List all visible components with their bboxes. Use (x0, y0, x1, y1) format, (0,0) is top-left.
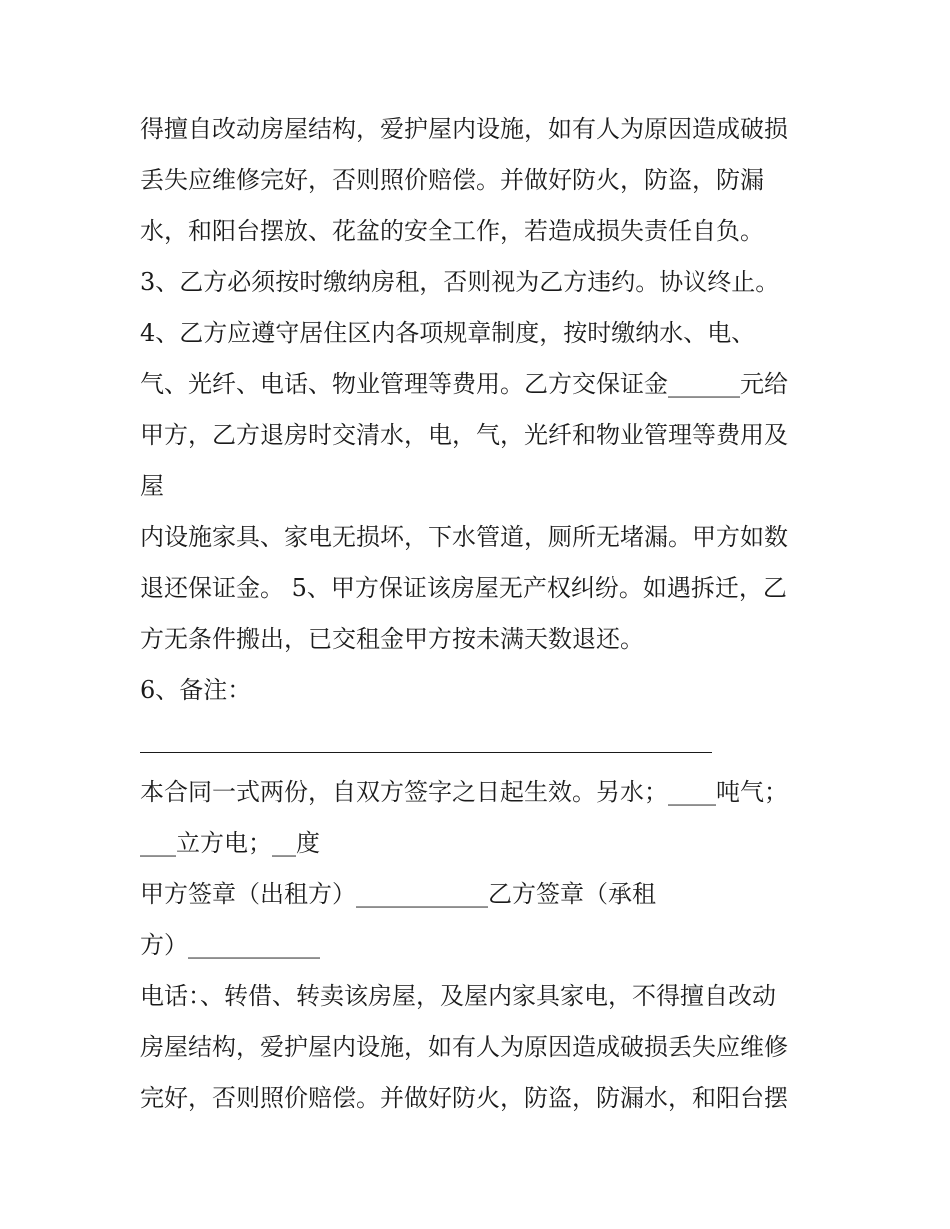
text-line: 房屋结构，爱护屋内设施，如有人为原因造成破损丢失应维修 (140, 1033, 788, 1061)
meter-readings: ___立方电；__度 (140, 829, 320, 857)
text-line: 完好，否则照价赔偿。并做好防火，防盗，防漏水，和阳台摆 (140, 1084, 788, 1112)
clause-6-remarks: 6、备注： (140, 676, 252, 704)
phone-line: 电话：、转借、转卖该房屋，及屋内家具家电，不得擅自改动 (140, 982, 776, 1010)
document-body (140, 104, 820, 1124)
effective-clause: 本合同一式两份，自双方签字之日起生效。另水；____吨气； (140, 778, 788, 806)
clause-3: 3、乙方必须按时缴纳房租，否则视为乙方违约。协议终止。 (140, 268, 780, 296)
text-line: 得擅自改动房屋结构，爱护屋内设施，如有人为原因造成破损 (140, 115, 788, 143)
text-line: 气、光纤、电话、物业管理等费用。乙方交保证金______元给 (140, 370, 788, 398)
text-line: 水，和阳台摆放、花盆的安全工作，若造成损失责任自负。 (140, 217, 764, 245)
text-line: 屋 (140, 472, 164, 500)
underline-rule (140, 752, 712, 753)
text-line: 方无条件搬出，已交租金甲方按未满天数退还。 (140, 625, 644, 653)
text-line: 甲方，乙方退房时交清水，电，气，光纤和物业管理等费用及 (140, 421, 788, 449)
text-line: 丢失应维修完好，否则照价赔偿。并做好防火，防盗，防漏 (140, 166, 764, 194)
clause-5: 退还保证金。 5、甲方保证该房屋无产权纠纷。如遇拆迁，乙 (140, 574, 787, 602)
signature-line-party-a: 甲方签章（出租方）___________乙方签章（承租 (140, 880, 656, 908)
clause-4: 4、乙方应遵守居住区内各项规章制度，按时缴纳水、电、 (140, 319, 756, 347)
text-line: 内设施家具、家电无损坏，下水管道，厕所无堵漏。甲方如数 (140, 523, 788, 551)
signature-line-party-b: 方）___________ (140, 931, 320, 959)
remarks-blank-line (140, 716, 820, 767)
